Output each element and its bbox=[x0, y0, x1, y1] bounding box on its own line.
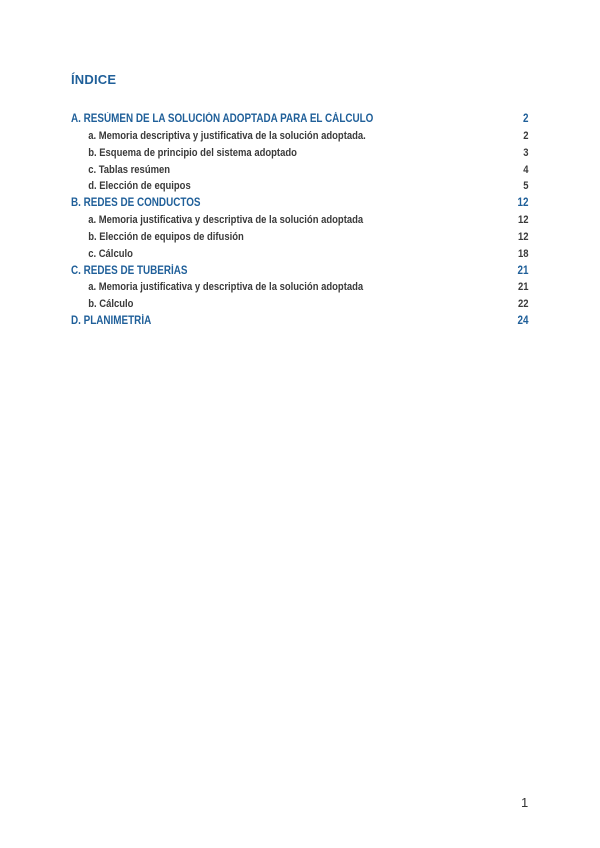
toc-entry[interactable] bbox=[71, 111, 529, 128]
table-of-contents bbox=[71, 111, 529, 330]
toc-entry-label: C. REDES DE TUBERÍAS bbox=[71, 264, 188, 277]
toc-subentry-page: 12 bbox=[517, 230, 529, 243]
toc-subentry-label: c. Cálculo bbox=[88, 247, 133, 260]
toc-subentry-label: b. Elección de equipos de difusión bbox=[88, 230, 244, 243]
toc-subentry-page: 2 bbox=[523, 129, 529, 142]
toc-subentry[interactable] bbox=[71, 279, 529, 296]
toc-entry-page: 12 bbox=[517, 197, 529, 210]
toc-entry[interactable] bbox=[71, 195, 529, 212]
toc-subentry[interactable] bbox=[71, 229, 529, 246]
toc-subentry[interactable] bbox=[71, 128, 529, 145]
toc-subentry-page: 4 bbox=[523, 163, 529, 176]
toc-subentry-page: 3 bbox=[523, 146, 529, 159]
toc-subentry[interactable] bbox=[71, 246, 529, 263]
toc-entry[interactable] bbox=[71, 313, 529, 330]
toc-subentry-page: 18 bbox=[517, 247, 529, 260]
toc-entry-page: 2 bbox=[523, 113, 529, 125]
toc-subentry-label: b. Esquema de principio del sistema adoptado bbox=[88, 146, 297, 159]
toc-entry[interactable] bbox=[71, 263, 529, 280]
toc-subentry-label: d. Elección de equipos bbox=[88, 180, 191, 193]
toc-subentry-label: a. Memoria descriptiva y justificativa de la solución adoptada. bbox=[88, 129, 366, 142]
toc-subentry-page: 12 bbox=[517, 214, 529, 227]
toc-entry-label: B. REDES DE CONDUCTOS bbox=[71, 197, 201, 210]
toc-entry-page: 21 bbox=[517, 264, 529, 277]
toc-subentry[interactable] bbox=[71, 162, 529, 179]
toc-subentry-page: 5 bbox=[523, 180, 529, 193]
toc-entry-page: 24 bbox=[517, 315, 529, 328]
toc-subentry[interactable] bbox=[71, 296, 529, 313]
toc-subentry[interactable] bbox=[71, 178, 529, 195]
toc-subentry-label: b. Cálculo bbox=[88, 298, 134, 311]
toc-subentry[interactable] bbox=[71, 212, 529, 229]
toc-subentry-page: 22 bbox=[517, 298, 529, 311]
toc-subentry-page: 21 bbox=[517, 281, 529, 294]
toc-subentry[interactable] bbox=[71, 145, 529, 162]
toc-entry-label: A. RESÚMEN DE LA SOLUCIÓN ADOPTADA PARA EL CÁLCULO bbox=[71, 113, 374, 125]
toc-subentry-label: a. Memoria justificativa y descriptiva de la solución adoptada bbox=[88, 281, 364, 294]
toc-subentry-label: c. Tablas resúmen bbox=[88, 163, 171, 176]
index-title: ÍNDICE bbox=[71, 72, 117, 87]
toc-subentry-label: a. Memoria justificativa y descriptiva de la solución adoptada bbox=[88, 214, 364, 227]
page-number: 1 bbox=[521, 795, 529, 810]
toc-entry-label: D. PLANIMETRÍA bbox=[71, 315, 152, 328]
